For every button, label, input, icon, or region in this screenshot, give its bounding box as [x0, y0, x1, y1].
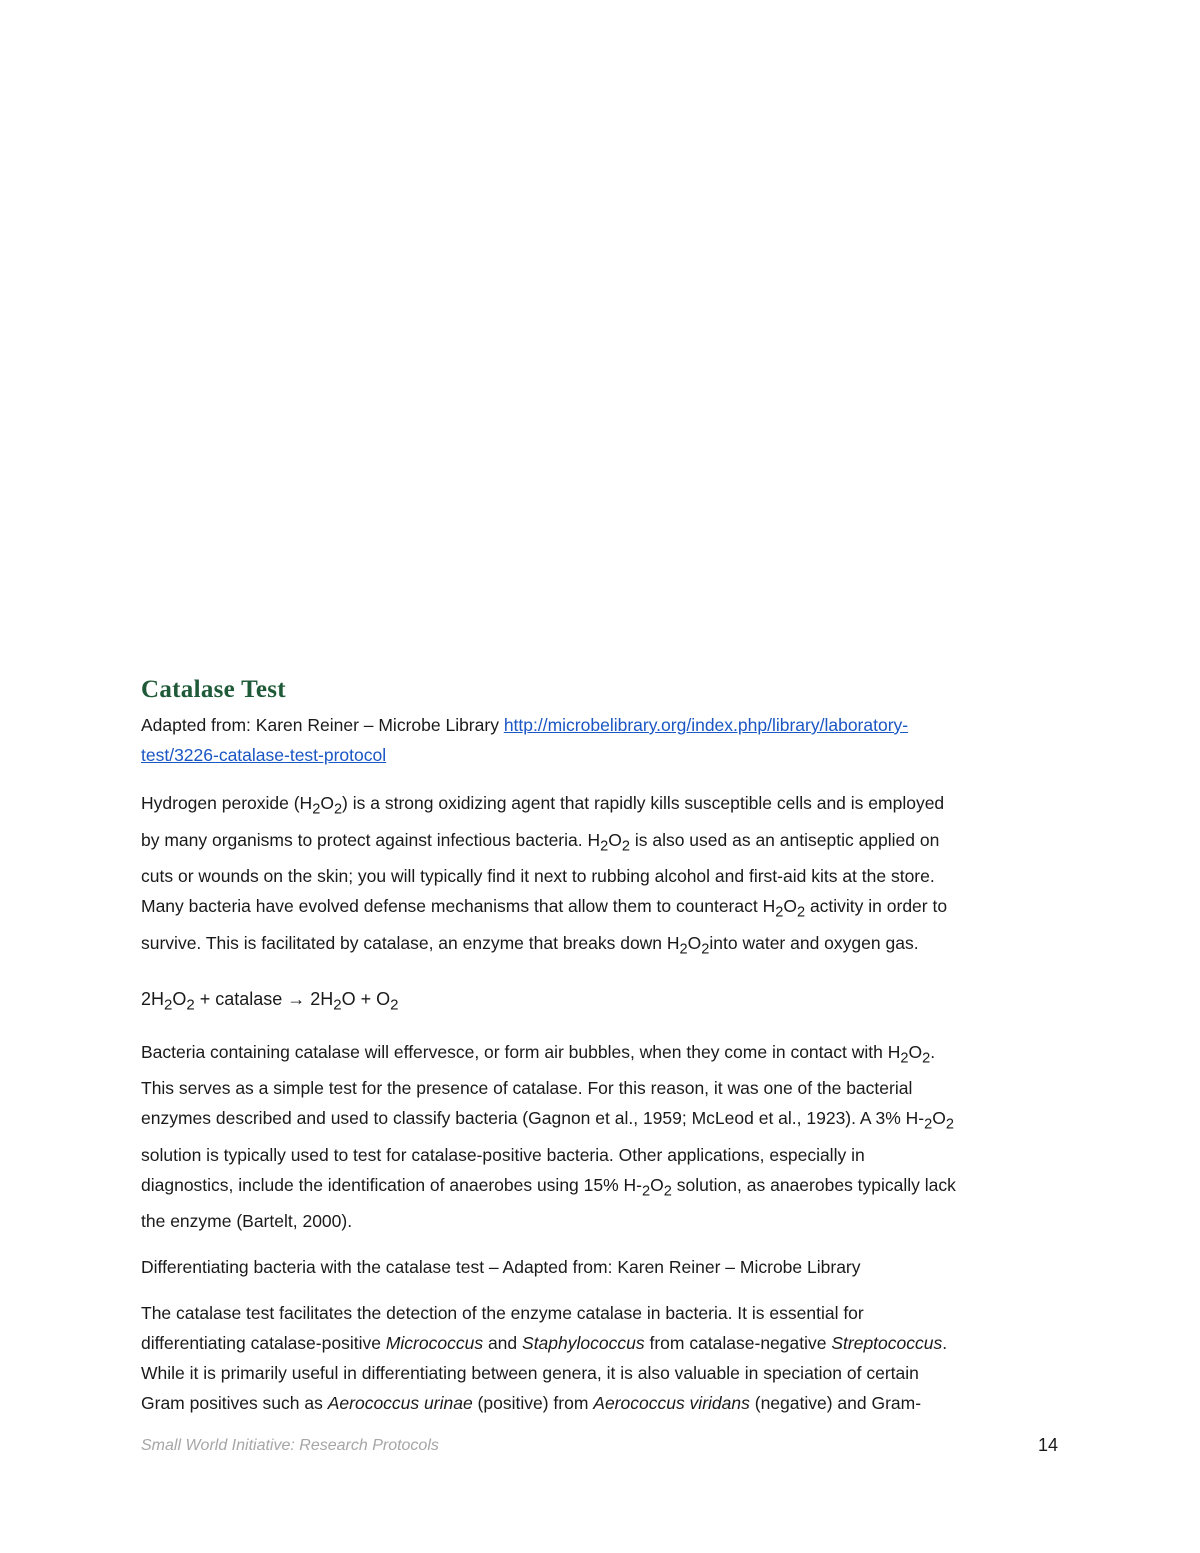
paragraph-hydrogen-peroxide: Hydrogen peroxide $(H_2O_2)$ is a strong oxidizing agent that rapidly kills susceptible cells and is employed by many organisms to protect against infectious bacteria. $H_2O_2$ is also used as an antiseptic applied on cuts or wounds on the skin; you will typically find it next to rubbing alcohol and first-aid kits at the store. Many bacteria have evolved defense mechanisms that allow them to counteract $H_2O_2$ activity in order to survive. This is facilitated by catalase, an enzyme that breaks down $H_2O_2into$ water and oxygen gas. — [141, 793, 948, 957]
paragraph-catalase-bacteria: Bacteria containing catalase will effervesce, or form air bubbles, when they come in contact with $H_2O_2$. This serves as a simple test for the presence of catalase. For this reason, it was one of the bacterial enzymes described and used to classify bacteria (Gagnon et al., 1959; McLeod et al., 1923). A 3% $H-_2O_2$ solution is typically used to test for catalase-positive bacteria. Other applications, especially in diagnostics, include the identification of anaerobes using 15% $H-_2O_2$ solution, as anaerobes typically lack the enzyme (Bartelt, 2000). — [141, 1041, 956, 1232]
section-title: Catalase Test — [141, 676, 286, 703]
source-link[interactable]: http://microbelibrary.org/index.php/library/laboratory- test/3226-catalase-test-protocol — [141, 715, 909, 765]
footer-title: Small World Initiative: Research Protocols — [141, 1437, 439, 1454]
source-prefix: Adapted from: Karen Reiner – Microbe Library — [141, 715, 504, 735]
paragraph-differentiating-heading: Differentiating bacteria with the catalase test – Adapted from: Karen Reiner – Microbe Library — [141, 1257, 861, 1278]
source-attribution — [141, 710, 1061, 770]
page-content — [141, 672, 1061, 1418]
paragraph-catalase-test-use: The catalase test facilitates the detection of the enzyme catalase in bacteria. It is essential for differentiating catalase-positive Micrococcus and Staphylococcus from catalase-negative Streptococcus. While it is primarily useful in differentiating between genera, it is also valuable in speciation of certain Gram positives such as Aerococcus urinae (positive) from Aerococcus viridans (negative) and Gram- — [141, 1303, 948, 1414]
reaction-equation: $2H_2O_2$ + catalase → $2H_2O + O_2$ — [141, 989, 399, 1014]
page-number: 14 — [1037, 1435, 1058, 1455]
